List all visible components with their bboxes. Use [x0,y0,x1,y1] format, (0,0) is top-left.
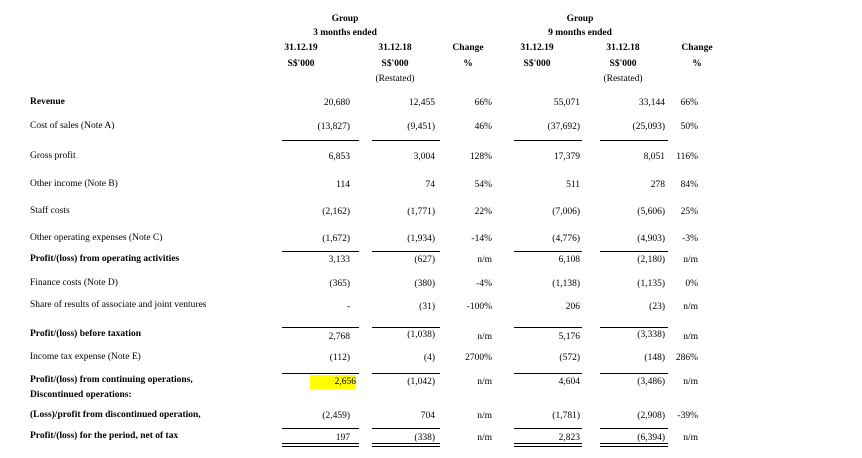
cell: (2,459) [322,411,350,421]
col-unit-2: S$'000 [381,59,409,69]
cell: n/m [477,255,492,265]
cell: 114 [336,180,350,190]
row-label-cost-of-sales: Cost of sales (Note A) [30,121,115,131]
row-label-staff-costs: Staff costs [30,206,70,216]
cell: (23) [649,302,665,312]
rule-cont-c4 [514,373,582,374]
cell: 4,604 [558,377,580,387]
cell: 2,823 [558,433,580,443]
row-label-share-of-results: Share of results of associate and joint ventures [30,300,207,310]
rule-pbt-c4 [514,327,582,328]
rule-total-top-c1 [282,428,359,429]
rule-op-c2 [372,251,440,252]
rule-gross-c2 [372,140,440,141]
row-label-other-operating-expenses: Other operating expenses (Note C) [30,233,163,243]
cell: (4,903) [637,234,665,244]
cell: n/m [683,332,698,342]
cell: n/m [477,411,492,421]
cell: -100% [466,302,492,312]
cell: (1,771) [407,207,435,217]
cell: 704 [420,411,435,421]
period-heading-right: 9 months ended [548,28,612,38]
cell: 66% [474,98,492,108]
col-note-2: (Restated) [375,74,415,84]
row-label-profit-continuing: Profit/(loss) from continuing operations, [30,375,193,385]
row-label-profit-for-period: Profit/(loss) for the period, net of tax [30,431,179,441]
cell: n/m [477,332,492,342]
cell: 8,051 [643,152,665,162]
rule-op-c5 [600,251,668,252]
col-unit-6: % [692,59,702,69]
cell: 12,455 [408,98,435,108]
col-date-1: 31.12.19 [284,43,318,53]
cell: (25,093) [632,122,665,132]
col-unit-4: S$'000 [523,59,551,69]
cell: (1,672) [322,234,350,244]
cell: 3,133 [328,255,350,265]
cell: (2,162) [322,207,350,217]
cell: n/m [683,433,698,443]
rule-cont-c5 [600,373,668,374]
cell: (1,135) [637,279,665,289]
row-label-finance-costs: Finance costs (Note D) [30,278,118,288]
cell: 197 [335,433,350,443]
cell: 5,176 [558,332,580,342]
row-label-profit-before-tax: Profit/(loss) before taxation [30,329,141,339]
cell: (148) [644,353,665,363]
cell: (365) [329,279,350,289]
cell: (1,042) [407,377,435,387]
rule-gross-c4 [514,140,582,141]
cell: (37,692) [547,122,580,132]
cell: (1,934) [407,234,435,244]
cell: (1,138) [552,279,580,289]
cell: 25% [680,207,698,217]
rule-gross-c1 [282,140,359,141]
cell: (7,006) [552,207,580,217]
cell: (5,606) [637,207,665,217]
col-unit-3: % [463,59,473,69]
cell: n/m [477,433,492,443]
cell: (6,394) [637,433,665,443]
cell: 6,108 [558,255,580,265]
cell: -39% [677,411,698,421]
rule-total-top-c2 [372,428,440,429]
col-date-6: Change [681,43,713,53]
cell: (1,781) [552,411,580,421]
row-label-gross-profit: Gross profit [30,151,76,161]
cell: n/m [683,302,698,312]
cell: 22% [474,207,492,217]
cell: -3% [682,234,698,244]
cell: (4,776) [552,234,580,244]
cell: - [346,302,350,312]
cell: 17,379 [553,152,580,162]
cell: (13,827) [317,122,350,132]
cell: (9,451) [407,122,435,132]
col-date-2: 31.12.18 [378,43,412,53]
rule-pbt-c5 [600,327,668,328]
row-label-revenue: Revenue [30,97,65,107]
cell: 286% [675,353,698,363]
cell: 66% [680,98,698,108]
row-label-other-income: Other income (Note B) [30,179,118,189]
cell: 46% [474,122,492,132]
col-unit-1: S$'000 [287,59,315,69]
col-date-4: 31.12.19 [520,43,554,53]
cell: n/m [683,377,698,387]
cell: 84% [680,180,698,190]
col-note-5: (Restated) [603,74,643,84]
cell: 54% [474,180,492,190]
cell: (112) [329,353,350,363]
cell: (572) [559,353,580,363]
row-label-profit-operating: Profit/(loss) from operating activities [30,254,180,264]
cell: 55,071 [553,98,580,108]
rule-op-c4 [514,251,582,252]
cell: (627) [414,255,435,265]
cell: 2700% [465,353,492,363]
cell: 206 [565,302,580,312]
cell: n/m [477,377,492,387]
row-label-discontinued-operation: (Loss)/profit from discontinued operation, [30,410,201,420]
rule-pbt-c1 [282,327,359,328]
period-heading-left: 3 months ended [313,28,377,38]
cell: (2,908) [637,411,665,421]
cell: 50% [680,122,698,132]
cell: 74 [425,180,435,190]
cell: (380) [414,279,435,289]
rule-cont-c1 [282,373,359,374]
cell: (2,180) [637,255,665,265]
cell: (4) [423,353,435,363]
cell: 128% [469,152,492,162]
cell: 6,853 [328,152,350,162]
cell: (31) [419,302,435,312]
rule-pbt-c2 [372,327,440,328]
highlighted-cell: 2,656 [310,375,356,389]
cell: (3,486) [637,377,665,387]
cell: 511 [566,180,580,190]
rule-gross-c5 [600,140,668,141]
rule-total-top-c5 [600,428,668,429]
col-unit-5: S$'000 [609,59,637,69]
rule-op-c1 [282,251,359,252]
cell: 20,680 [323,98,350,108]
rule-total-top-c4 [514,428,582,429]
cell: 33,144 [638,98,665,108]
cell: 3,004 [413,152,435,162]
col-date-5: 31.12.18 [606,43,640,53]
cell: -4% [476,279,492,289]
cell: (3,338) [637,330,665,340]
cell: 0% [685,279,698,289]
section-heading-discontinued: Discontinued operations: [30,390,132,400]
cell: (1,038) [407,330,435,340]
col-date-3: Change [452,43,484,53]
cell: 116% [676,152,698,162]
group-heading-right: Group [566,14,594,24]
rule-cont-c2 [372,373,440,374]
row-label-income-tax: Income tax expense (Note E) [30,352,141,362]
cell: n/m [683,255,698,265]
cell: (338) [414,433,435,443]
cell: -14% [471,234,492,244]
cell: 2,768 [328,332,350,342]
group-heading-left: Group [331,14,359,24]
cell: 278 [650,180,665,190]
